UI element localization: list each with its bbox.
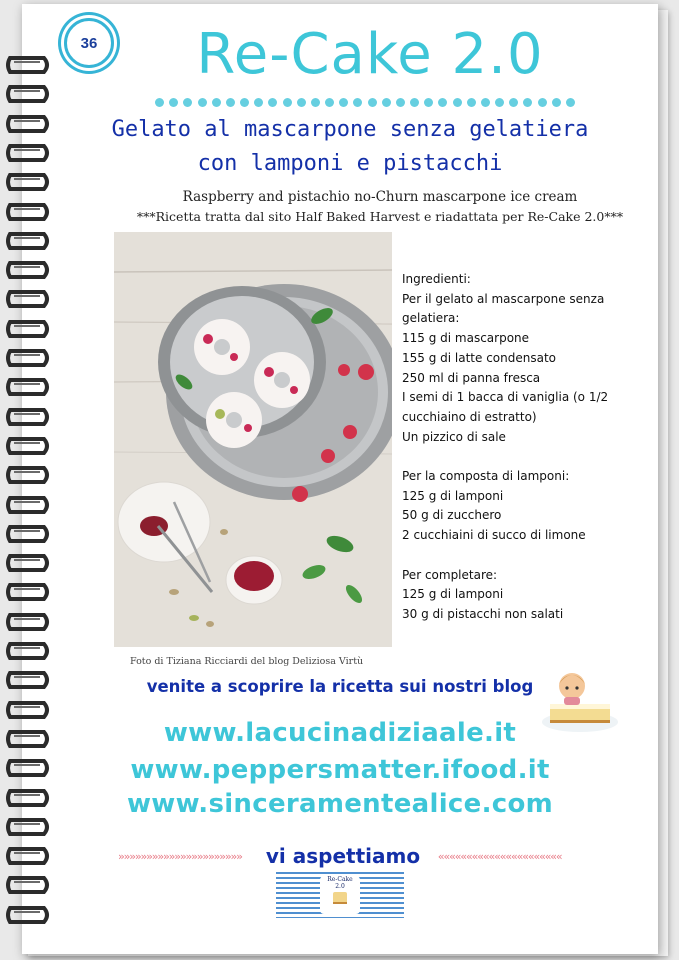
divider-dot — [495, 98, 504, 107]
divider-dot — [212, 98, 221, 107]
spiral-binding — [0, 50, 60, 950]
divider-dot — [481, 98, 490, 107]
recipe-photo — [114, 232, 392, 647]
spiral-ring — [4, 460, 54, 490]
divider-dot — [155, 98, 164, 107]
spiral-ring — [4, 372, 54, 402]
spiral-ring — [4, 783, 54, 813]
dotted-divider — [155, 98, 575, 108]
divider-dot — [382, 98, 391, 107]
page-number-badge — [64, 18, 114, 68]
closing-text: vi aspettiamo — [265, 844, 421, 868]
ingredient-item: 50 g di zucchero — [402, 508, 502, 523]
spiral-ring — [4, 548, 54, 578]
page-title: Re-Cake 2.0 — [196, 22, 544, 87]
chevron-divider-right: «««««««««««««««««««««« — [437, 849, 562, 863]
ingredient-item: 250 ml di panna fresca — [402, 370, 541, 385]
ingredient-item: 115 g di mascarpone — [402, 331, 530, 346]
section-spacer — [402, 447, 642, 467]
ingredient-item: 155 g di latte condensato — [402, 350, 557, 365]
spiral-ring — [4, 812, 54, 842]
ingredients-heading: Ingredienti: — [402, 272, 471, 286]
divider-dot — [311, 98, 320, 107]
spiral-ring — [4, 197, 54, 227]
blogs-intro-text: venite a scoprire la ricetta sui nostri blog — [146, 677, 534, 696]
ingredient-item: 125 g di lamponi — [402, 488, 504, 503]
divider-dot — [353, 98, 362, 107]
spiral-ring — [4, 50, 54, 80]
divider-dot — [325, 98, 334, 107]
spiral-ring — [4, 284, 54, 314]
spiral-ring — [4, 226, 54, 256]
re-cake-logo — [276, 872, 404, 918]
spiral-ring — [4, 138, 54, 168]
divider-dot — [339, 98, 348, 107]
logo-badge — [320, 876, 360, 914]
recipe-title-line-1: Gelato al mascarpone senza gelatiera — [111, 117, 589, 142]
photo-credit: Foto di Tiziana Ricciardi del blog Deliziosa Virtù — [130, 656, 364, 667]
divider-dot — [509, 98, 518, 107]
ingredients-section-title: Per completare: — [402, 567, 498, 582]
closing-row — [118, 843, 568, 869]
logo-text-name: Re-Cake — [327, 876, 353, 883]
spiral-ring — [4, 167, 54, 197]
blog-url-2[interactable]: www.peppersmatter.ifood.it — [130, 755, 550, 785]
section-spacer — [402, 546, 642, 566]
ingredients-section-title: Per il gelato al mascarpone senza gelatiera: — [402, 291, 605, 326]
spiral-ring — [4, 665, 54, 695]
divider-dot — [297, 98, 306, 107]
recipe-english-title: Raspberry and pistachio no-Churn mascarpone ice cream — [182, 189, 578, 205]
divider-dot — [523, 98, 532, 107]
spiral-ring — [4, 577, 54, 607]
spiral-ring — [4, 870, 54, 900]
divider-dot — [226, 98, 235, 107]
ingredient-item: 2 cucchiaini di succo di limone — [402, 528, 586, 543]
ingredient-item: Un pizzico di sale — [402, 429, 506, 444]
divider-dot — [283, 98, 292, 107]
spiral-ring — [4, 255, 54, 285]
divider-dot — [268, 98, 277, 107]
divider-dot — [368, 98, 377, 107]
recipe-title-line-2: con lamponi e pistacchi — [197, 151, 503, 176]
cake-icon — [333, 892, 347, 904]
chevron-divider-left: »»»»»»»»»»»»»»»»»»»»»» — [118, 849, 242, 863]
ingredients-section-title: Per la composta di lamponi: — [402, 469, 570, 484]
divider-dot — [396, 98, 405, 107]
blog-url-3[interactable]: www.sinceramentealice.com — [126, 789, 554, 819]
divider-dot — [183, 98, 192, 107]
ingredient-item: 125 g di lamponi — [402, 587, 504, 602]
spiral-ring — [4, 841, 54, 871]
ingredient-item: I semi di 1 bacca di vaniglia (o 1/2 cucchiaino di estratto) — [402, 390, 609, 424]
divider-dot — [169, 98, 178, 107]
divider-dot — [552, 98, 561, 107]
logo-text-version: 2.0 — [335, 883, 345, 890]
divider-dot — [438, 98, 447, 107]
page-number: 36 — [80, 34, 98, 52]
divider-dot — [410, 98, 419, 107]
spiral-ring — [4, 431, 54, 461]
ingredients-list — [402, 270, 642, 625]
spiral-ring — [4, 636, 54, 666]
spiral-ring — [4, 402, 54, 432]
blog-url-1[interactable]: www.lacucinadiziaale.it — [163, 718, 517, 748]
divider-dot — [566, 98, 575, 107]
ingredient-item: 30 g di pistacchi non salati — [402, 606, 564, 621]
spiral-ring — [4, 695, 54, 725]
divider-dot — [198, 98, 207, 107]
spiral-ring — [4, 900, 54, 930]
spiral-ring — [4, 109, 54, 139]
spiral-ring — [4, 519, 54, 549]
spiral-ring — [4, 724, 54, 754]
divider-dot — [538, 98, 547, 107]
divider-dot — [240, 98, 249, 107]
recipe-source-note: ***Ricetta tratta dal sito Half Baked Harvest e riadattata per Re-Cake 2.0*** — [136, 209, 624, 224]
spiral-ring — [4, 314, 54, 344]
spiral-ring — [4, 607, 54, 637]
divider-dot — [467, 98, 476, 107]
spiral-ring — [4, 79, 54, 109]
spiral-ring — [4, 343, 54, 373]
divider-dot — [453, 98, 462, 107]
ice-cream-photo-illustration — [114, 232, 392, 647]
divider-dot — [254, 98, 263, 107]
spiral-ring — [4, 490, 54, 520]
divider-dot — [424, 98, 433, 107]
spiral-ring — [4, 753, 54, 783]
